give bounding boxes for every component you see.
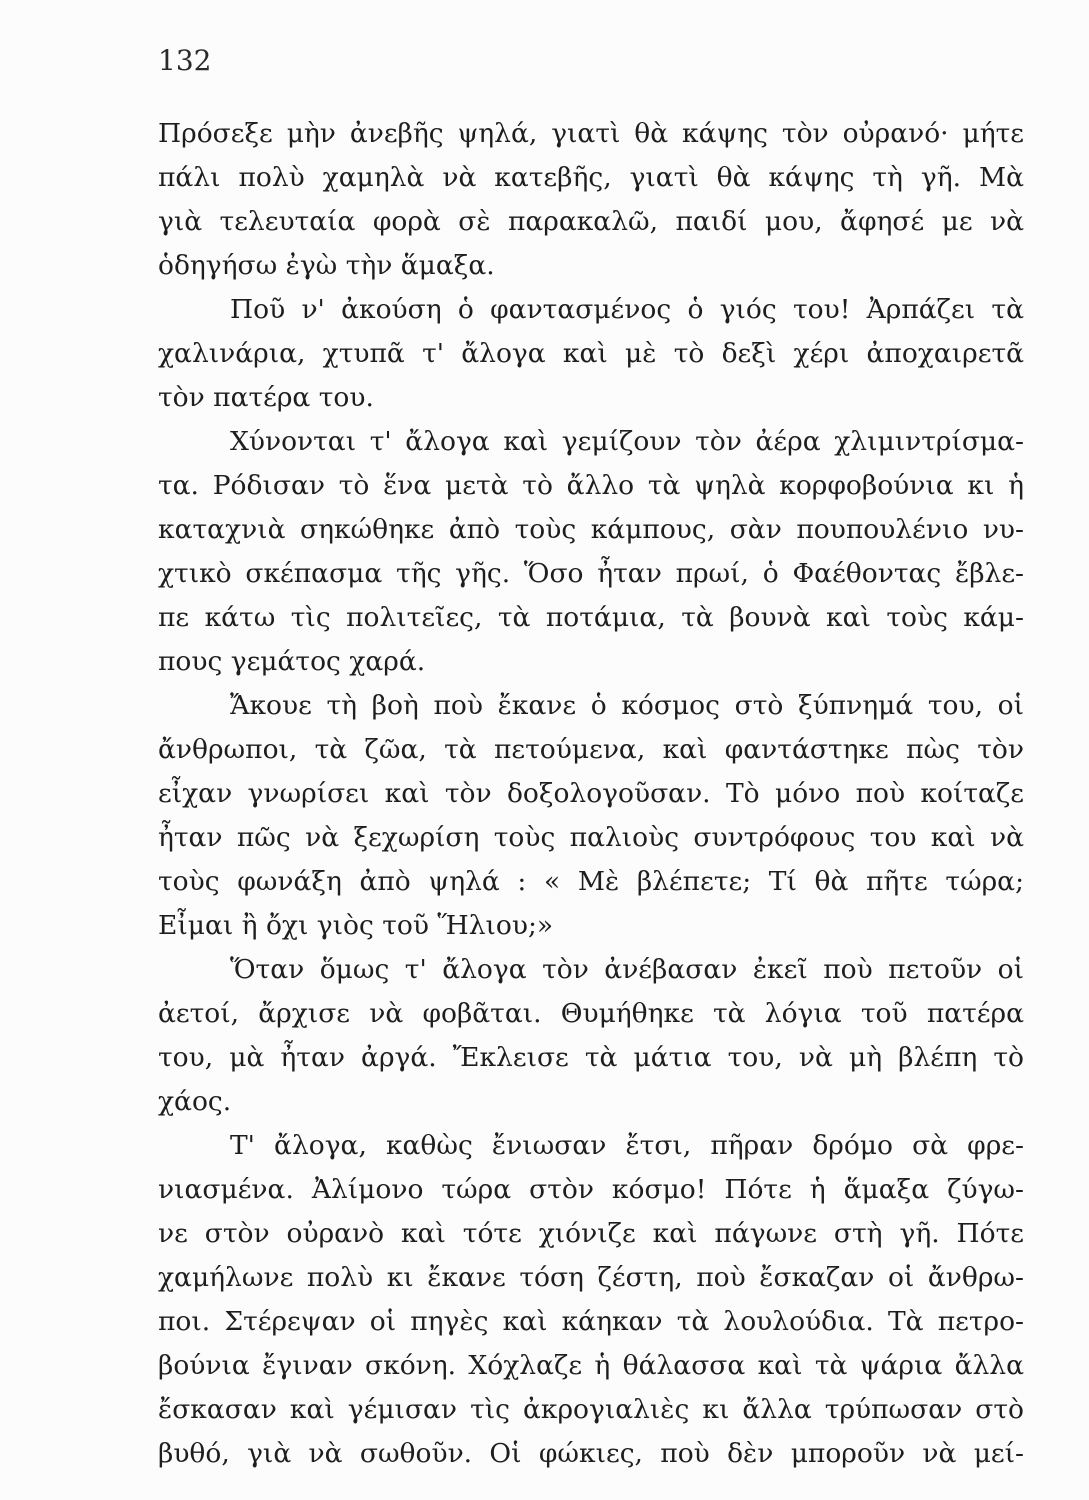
text-line: ὁδηγήσω ἐγὼ τὴν ἅμαξα. bbox=[158, 250, 495, 281]
text-line: χαμήλωνε πολὺ κι ἔκανε τόση ζέστη, ποὺ ἔσκαζαν οἱ ἄνθρω- bbox=[158, 1262, 1024, 1293]
text-line: πάλι πολὺ χαμηλὰ νὰ κατεβῆς, γιατὶ θὰ κάψης τὴ γῆ. Μὰ bbox=[158, 162, 1024, 193]
text-line: βυθό, γιὰ νὰ σωθοῦν. Οἱ φώκιες, ποὺ δὲν μποροῦν νὰ μεί- bbox=[158, 1438, 1024, 1469]
page-number: 132 bbox=[158, 44, 212, 77]
text-line: ἔσκασαν καὶ γέμισαν τὶς ἀκρογιαλιὲς κι ἄλλα τρύπωσαν στὸ bbox=[158, 1394, 1024, 1425]
text-line: χάος. bbox=[158, 1086, 232, 1117]
text-line: χαλινάρια, χτυπᾶ τ' ἄλογα καὶ μὲ τὸ δεξὶ χέρι ἀποχαιρετᾶ bbox=[158, 338, 1024, 369]
text-line: Χύνονται τ' ἄλογα καὶ γεμίζουν τὸν ἀέρα χλιμιντρίσμα- bbox=[230, 426, 1024, 457]
text-line: Πρόσεξε μὴν ἀνεβῆς ψηλά, γιατὶ θὰ κάψης τὸν οὐρανό· μήτε bbox=[158, 118, 1024, 149]
text-line: πε κάτω τὶς πολιτεῖες, τὰ ποτάμια, τὰ βουνὰ καὶ τοὺς κάμ- bbox=[158, 602, 1024, 633]
text-line: γιὰ τελευταία φορὰ σὲ παρακαλῶ, παιδί μου, ἄφησέ με νὰ bbox=[158, 206, 1024, 237]
text-line: νιασμένα. Ἀλίμονο τώρα στὸν κόσμο! Πότε ἡ ἅμαξα ζύγω- bbox=[158, 1174, 1024, 1205]
text-line: τα. Ρόδισαν τὸ ἕνα μετὰ τὸ ἄλλο τὰ ψηλὰ κορφοβούνια κι ἡ bbox=[158, 470, 1024, 501]
text-line: τὸν πατέρα του. bbox=[158, 382, 374, 413]
text-line: εἶχαν γνωρίσει καὶ τὸν δοξολογοῦσαν. Τὸ μόνο ποὺ κοίταζε bbox=[158, 778, 1024, 809]
text-line: ἦταν πῶς νὰ ξεχωρίση τοὺς παλιοὺς συντρόφους του καὶ νὰ bbox=[158, 822, 1024, 853]
text-line: χτικὸ σκέπασμα τῆς γῆς. Ὅσο ἦταν πρωί, ὁ Φαέθοντας ἔβλε- bbox=[158, 558, 1024, 589]
text-line: νε στὸν οὐρανὸ καὶ τότε χιόνιζε καὶ πάγωνε στὴ γῆ. Πότε bbox=[158, 1218, 1024, 1249]
text-line: Εἶμαι ἢ ὄχι γιὸς τοῦ Ἥλιου;» bbox=[158, 910, 554, 941]
text-line: ποι. Στέρεψαν οἱ πηγὲς καὶ κάηκαν τὰ λουλούδια. Τὰ πετρο- bbox=[158, 1306, 1024, 1337]
text-line: πους γεμάτος χαρά. bbox=[158, 646, 426, 677]
text-line: Τ' ἄλογα, καθὼς ἔνιωσαν ἔτσι, πῆραν δρόμο σὰ φρε- bbox=[230, 1130, 1024, 1161]
text-line: τοὺς φωνάξη ἀπὸ ψηλά : « Μὲ βλέπετε; Τί θὰ πῆτε τώρα; bbox=[158, 866, 1024, 897]
text-line: καταχνιὰ σηκώθηκε ἀπὸ τοὺς κάμπους, σὰν πουπουλένιο νυ- bbox=[158, 514, 1024, 545]
text-line: ἀετοί, ἄρχισε νὰ φοβᾶται. Θυμήθηκε τὰ λόγια τοῦ πατέρα bbox=[158, 998, 1024, 1029]
text-line: βούνια ἔγιναν σκόνη. Χόχλαζε ἡ θάλασσα καὶ τὰ ψάρια ἄλλα bbox=[158, 1350, 1024, 1381]
text-line: ἄνθρωποι, τὰ ζῶα, τὰ πετούμενα, καὶ φαντάστηκε πὼς τὸν bbox=[158, 734, 1024, 765]
text-line: Ποῦ ν' ἀκούση ὁ φαντασμένος ὁ γιός του! Ἀρπάζει τὰ bbox=[230, 294, 1024, 325]
text-line: του, μὰ ἦταν ἀργά. Ἔκλεισε τὰ μάτια του, νὰ μὴ βλέπη τὸ bbox=[158, 1042, 1024, 1073]
text-line: Ἄκουε τὴ βοὴ ποὺ ἔκανε ὁ κόσμος στὸ ξύπνημά του, οἱ bbox=[230, 690, 1024, 721]
text-line: Ὅταν ὅμως τ' ἄλογα τὸν ἀνέβασαν ἐκεῖ ποὺ πετοῦν οἱ bbox=[230, 954, 1024, 985]
